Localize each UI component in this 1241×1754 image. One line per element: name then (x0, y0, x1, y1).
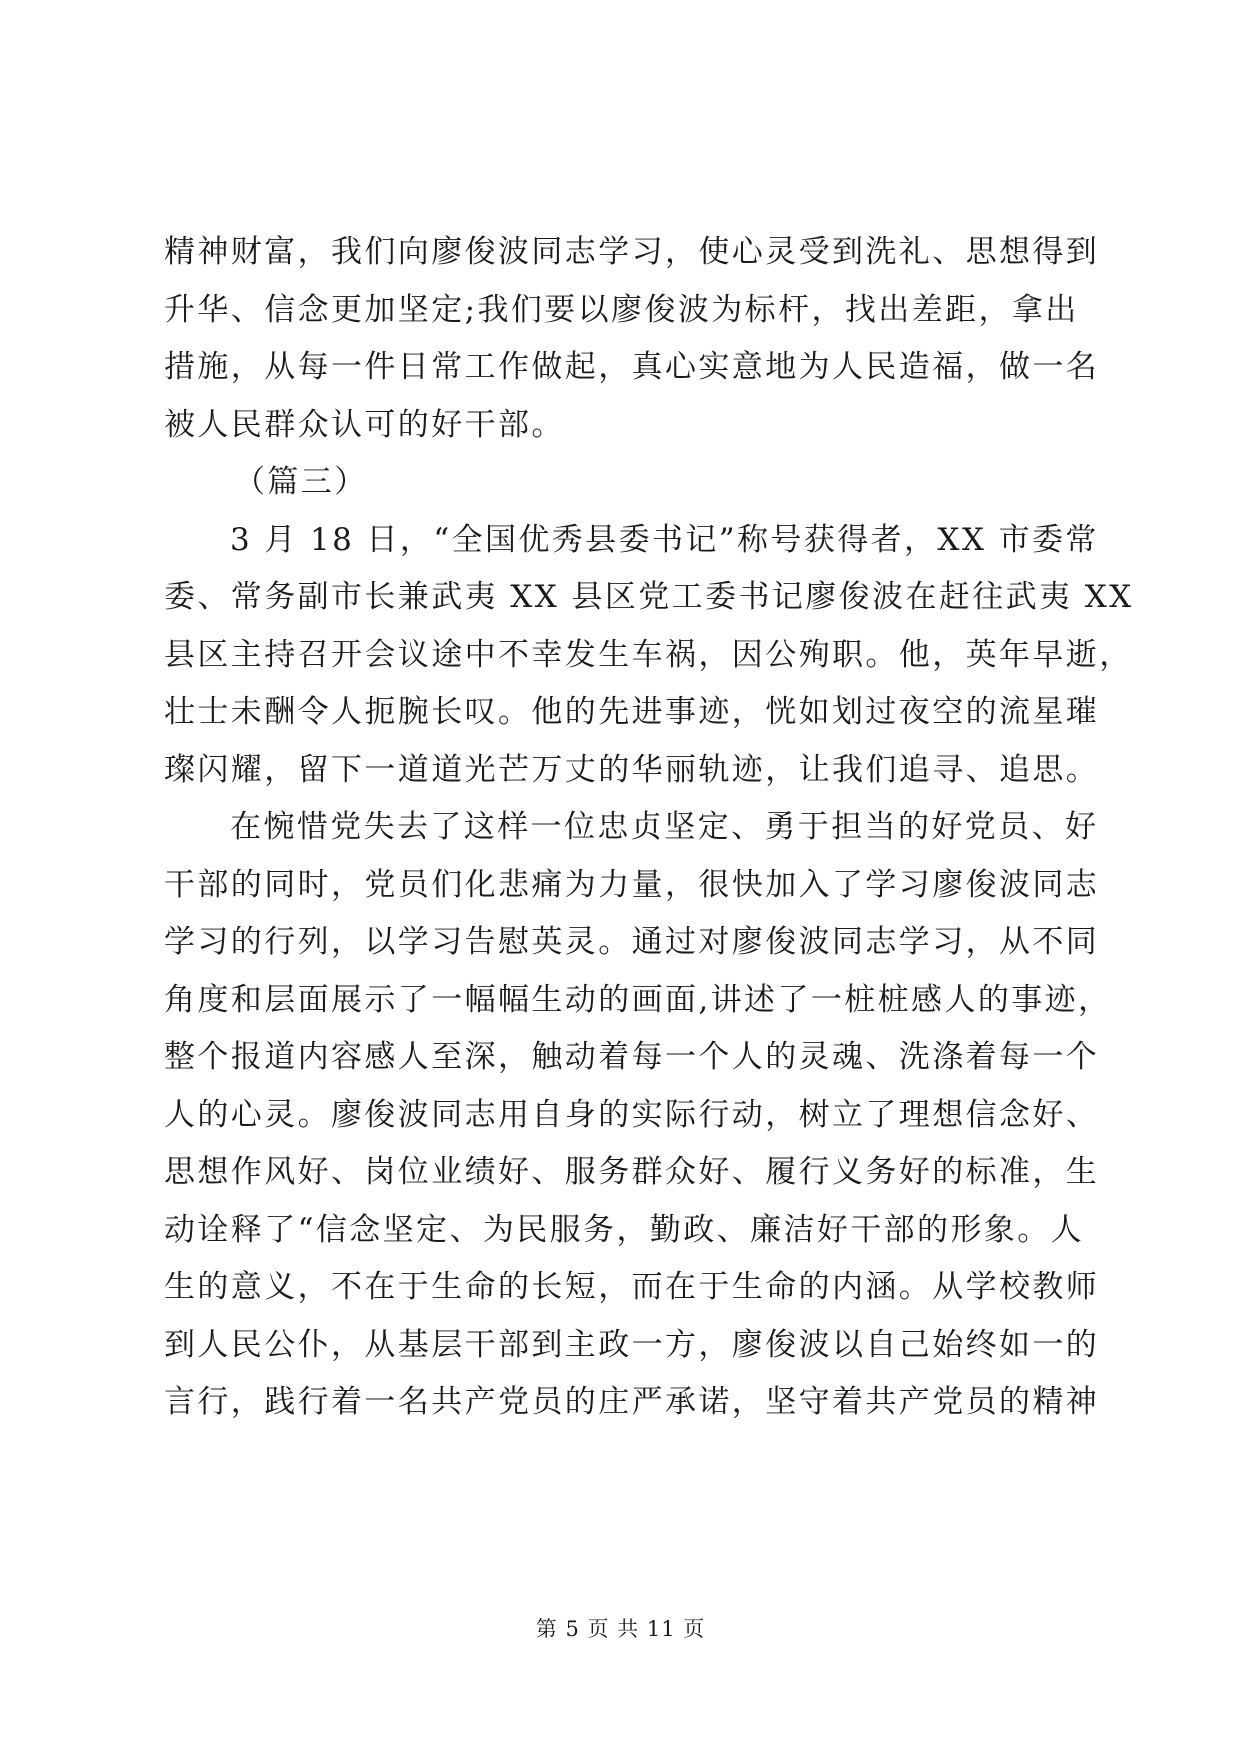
text-line: 整个报道内容感人至深，触动着每一个人的灵魂、洗涤着每一个 (164, 1039, 1100, 1075)
text-line: 壮士未酬令人扼腕长叹。他的先进事迹，恍如划过夜空的流星璀 (164, 694, 1100, 730)
text-line: 动诠释了“信念坚定、为民服务，勤政、廉洁好干部的形象。人 (164, 1211, 1085, 1248)
text-line: 璨闪耀，留下一道道光芒万丈的华丽轨迹，让我们追寻、追思。 (164, 751, 1100, 788)
paragraph-continued (164, 224, 1100, 454)
paragraph-2 (164, 512, 1134, 800)
text-line: 被人民群众认可的好干部。 (164, 406, 565, 443)
text-line: 升华、信念更加坚定;我们要以廖俊波为标杆，找出差距，拿出 (164, 291, 1079, 328)
text-line: 角度和层面展示了一幅幅生动的画面,讲述了一桩桩感人的事迹， (164, 981, 1112, 1018)
document-body (164, 224, 1134, 1432)
paragraph-3 (164, 799, 1112, 1432)
text-line: 精神财富，我们向廖俊波同志学习，使心灵受到洗礼、思想得到 (164, 234, 1100, 270)
text-line: 学习的行列，以学习告慰英灵。通过对廖俊波同志学习，从不同 (164, 924, 1100, 960)
text-line: 县区主持召开会议途中不幸发生车祸，因公殉职。他，英年早逝， (164, 636, 1133, 673)
text-line: 人的心灵。廖俊波同志用自身的实际行动，树立了理想信念好、 (164, 1096, 1100, 1133)
text-line: 思想作风好、岗位业绩好、服务群众好、履行义务好的标准，生 (164, 1154, 1100, 1190)
text-line: 干部的同时，党员们化悲痛为力量，很快加入了学习廖俊波同志 (164, 866, 1100, 903)
text-line: 言行，践行着一名共产党员的庄严承诺，坚守着共产党员的精神 (164, 1384, 1100, 1420)
text-line: 委、常务副市长兼武夷 XX 县区党工委书记廖俊波在赶往武夷 XX (164, 579, 1134, 615)
text-line: 生的意义，不在于生命的长短，而在于生命的内涵。从学校教师 (164, 1269, 1100, 1305)
section-title: （篇三） (234, 464, 368, 500)
text-line: 到人民公仆，从基层干部到主政一方，廖俊波以自己始终如一的 (164, 1326, 1100, 1363)
text-line: 在惋惜党失去了这样一位忠贞坚定、勇于担当的好党员、好 (230, 809, 1099, 845)
page-footer: 第 5 页 共 11 页 (535, 1617, 706, 1641)
text-line: 3 月 18 日，“全国优秀县委书记”称号获得者，XX 市委常 (230, 521, 1099, 558)
text-line: 措施，从每一件日常工作做起，真心实意地为人民造福，做一名 (164, 349, 1100, 385)
